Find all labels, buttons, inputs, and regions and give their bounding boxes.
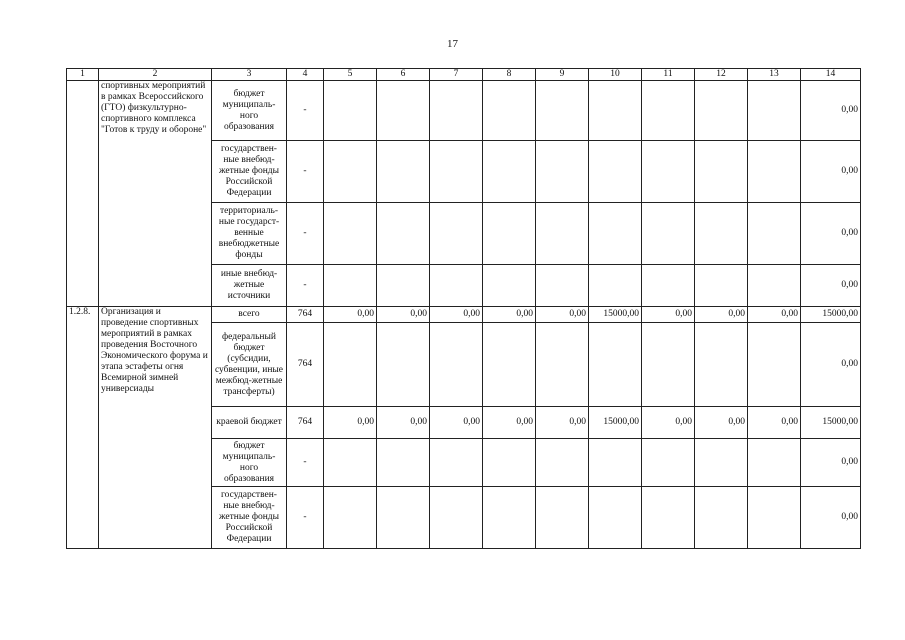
amount-cell — [589, 487, 642, 549]
amount-cell — [483, 81, 536, 141]
amount-cell: 0,00 — [483, 307, 536, 323]
amount-cell: 0,00 — [801, 487, 861, 549]
funding-source: федеральный бюджет (субсидии, субвенции, иные межбюд-жетные трансферты) — [212, 323, 287, 407]
funding-source: краевой бюджет — [212, 407, 287, 439]
amount-cell — [589, 323, 642, 407]
amount-cell — [430, 265, 483, 307]
amount-cell: 0,00 — [430, 307, 483, 323]
amount-cell — [536, 323, 589, 407]
header-cell: 6 — [377, 69, 430, 81]
funding-source: государствен-ные внебюд-жетные фонды Российской Федерации — [212, 141, 287, 203]
amount-cell — [695, 81, 748, 141]
amount-cell — [324, 203, 377, 265]
table-row — [67, 81, 861, 141]
amount-cell: 0,00 — [536, 407, 589, 439]
amount-cell: 15000,00 — [801, 407, 861, 439]
grbs-code: - — [287, 265, 324, 307]
amount-cell: 0,00 — [801, 265, 861, 307]
amount-cell: 0,00 — [324, 407, 377, 439]
amount-cell — [377, 487, 430, 549]
amount-cell — [748, 265, 801, 307]
header-cell: 1 — [67, 69, 99, 81]
funding-source: территориаль-ные государст-венные внебюджетные фонды — [212, 203, 287, 265]
amount-cell — [430, 439, 483, 487]
amount-cell — [589, 203, 642, 265]
amount-cell — [748, 323, 801, 407]
amount-cell: 0,00 — [695, 307, 748, 323]
grbs-code: - — [287, 141, 324, 203]
amount-cell: 15000,00 — [589, 407, 642, 439]
amount-cell — [695, 265, 748, 307]
amount-cell — [430, 203, 483, 265]
header-cell: 9 — [536, 69, 589, 81]
amount-cell — [324, 265, 377, 307]
amount-cell — [377, 203, 430, 265]
amount-cell: 0,00 — [642, 307, 695, 323]
amount-cell: 0,00 — [748, 307, 801, 323]
amount-cell — [695, 323, 748, 407]
amount-cell — [642, 265, 695, 307]
amount-cell — [642, 323, 695, 407]
amount-cell: 0,00 — [536, 307, 589, 323]
amount-cell — [377, 81, 430, 141]
amount-cell — [589, 265, 642, 307]
amount-cell — [748, 439, 801, 487]
grbs-code: 764 — [287, 323, 324, 407]
amount-cell: 0,00 — [801, 81, 861, 141]
amount-cell — [748, 487, 801, 549]
funding-source: всего — [212, 307, 287, 323]
amount-cell — [483, 487, 536, 549]
amount-cell — [483, 439, 536, 487]
amount-cell: 0,00 — [748, 407, 801, 439]
grbs-code: - — [287, 487, 324, 549]
amount-cell: 0,00 — [695, 407, 748, 439]
amount-cell: 0,00 — [430, 407, 483, 439]
row-code — [67, 81, 99, 307]
amount-cell — [377, 265, 430, 307]
header-cell: 14 — [801, 69, 861, 81]
amount-cell: 0,00 — [801, 203, 861, 265]
funding-source: бюджет муниципаль-ного образования — [212, 439, 287, 487]
page-number: 17 — [447, 38, 458, 50]
amount-cell — [324, 81, 377, 141]
amount-cell — [536, 487, 589, 549]
activity-name: спортивных мероприятий в рамках Всероссийского (ГТО) физкультурно-спортивного комплекса "Готов к труду и обороне" — [99, 81, 212, 307]
amount-cell — [483, 203, 536, 265]
amount-cell — [377, 439, 430, 487]
amount-cell: 0,00 — [377, 407, 430, 439]
amount-cell — [430, 141, 483, 203]
amount-cell — [642, 487, 695, 549]
table-row — [67, 307, 861, 323]
amount-cell — [430, 81, 483, 141]
amount-cell — [324, 487, 377, 549]
amount-cell: 15000,00 — [589, 307, 642, 323]
amount-cell: 0,00 — [324, 307, 377, 323]
amount-cell — [324, 439, 377, 487]
table-body — [67, 81, 861, 549]
header-cell: 8 — [483, 69, 536, 81]
grbs-code: 764 — [287, 307, 324, 323]
budget-table — [66, 68, 861, 549]
header-cell: 12 — [695, 69, 748, 81]
header-cell: 3 — [212, 69, 287, 81]
amount-cell: 0,00 — [801, 439, 861, 487]
amount-cell — [695, 203, 748, 265]
funding-source: иные внебюд-жетные источники — [212, 265, 287, 307]
grbs-code: - — [287, 81, 324, 141]
amount-cell — [430, 487, 483, 549]
amount-cell — [536, 265, 589, 307]
grbs-code: - — [287, 439, 324, 487]
amount-cell — [483, 265, 536, 307]
header-cell: 7 — [430, 69, 483, 81]
row-code: 1.2.8. — [67, 307, 99, 549]
funding-source: государствен-ные внебюд-жетные фонды Российской Федерации — [212, 487, 287, 549]
header-cell: 11 — [642, 69, 695, 81]
amount-cell — [589, 141, 642, 203]
amount-cell: 0,00 — [642, 407, 695, 439]
amount-cell: 0,00 — [377, 307, 430, 323]
amount-cell — [748, 81, 801, 141]
amount-cell: 15000,00 — [801, 307, 861, 323]
amount-cell — [536, 439, 589, 487]
amount-cell — [377, 141, 430, 203]
amount-cell — [536, 81, 589, 141]
grbs-code: - — [287, 203, 324, 265]
amount-cell — [589, 81, 642, 141]
header-cell: 4 — [287, 69, 324, 81]
amount-cell — [748, 141, 801, 203]
amount-cell — [483, 141, 536, 203]
amount-cell: 0,00 — [801, 323, 861, 407]
amount-cell — [642, 141, 695, 203]
amount-cell — [324, 323, 377, 407]
amount-cell — [642, 81, 695, 141]
table-header — [67, 69, 861, 81]
header-cell: 2 — [99, 69, 212, 81]
amount-cell — [748, 203, 801, 265]
amount-cell — [642, 203, 695, 265]
amount-cell — [430, 323, 483, 407]
amount-cell — [536, 141, 589, 203]
amount-cell — [377, 323, 430, 407]
amount-cell: 0,00 — [801, 141, 861, 203]
amount-cell: 0,00 — [483, 407, 536, 439]
header-cell: 13 — [748, 69, 801, 81]
amount-cell — [324, 141, 377, 203]
header-cell: 5 — [324, 69, 377, 81]
amount-cell — [589, 439, 642, 487]
funding-source: бюджет муниципаль-ного образования — [212, 81, 287, 141]
header-cell: 10 — [589, 69, 642, 81]
grbs-code: 764 — [287, 407, 324, 439]
amount-cell — [536, 203, 589, 265]
amount-cell — [483, 323, 536, 407]
amount-cell — [695, 141, 748, 203]
amount-cell — [695, 487, 748, 549]
header-row — [67, 69, 861, 81]
amount-cell — [695, 439, 748, 487]
activity-name: Организация и проведение спортивных мероприятий в рамках проведения Восточного Экономического форума и этапа эстафеты огня Всемирной зимней универсиады — [99, 307, 212, 549]
amount-cell — [642, 439, 695, 487]
